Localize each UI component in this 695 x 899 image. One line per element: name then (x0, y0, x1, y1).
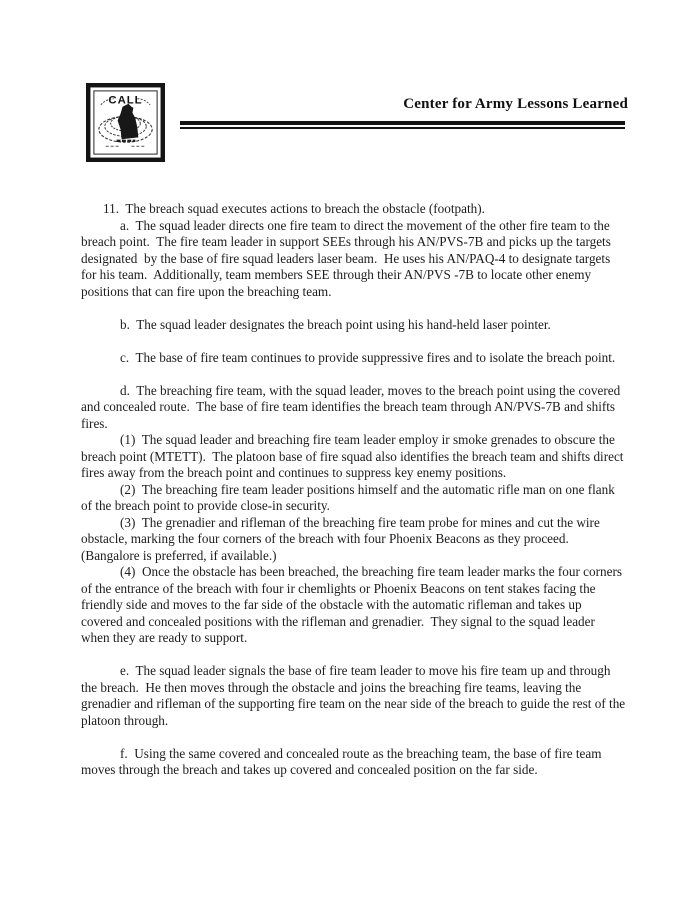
paragraph-d1: (1) The squad leader and breaching fire team leader employ ir smoke grenades to obscure the breach point (MTETT). The platoon base of fire squad also identifies the breach team and shifts direct fires away from the breach point and continues to suppress key enemy positions. (81, 432, 627, 480)
page-title: Center for Army Lessons Learned (403, 96, 628, 112)
paragraph-a: a. The squad leader directs one fire team to direct the movement of the other fire team to the breach point. The fire team leader in support SEEs through his AN/PVS-7B and picks up the targets designated by the base of fire squad leaders laser beam. He uses his AN/PAQ-4 to designate targets for his team. Additionally, team members SEE through their AN/PVS -7B to locate other enemy positions that can fire upon the breaching team. (81, 217, 615, 299)
paragraph-d: d. The breaching fire team, with the squad leader, moves to the breach point using the covered and concealed route. The base of fire team identifies the breach team through AN/PVS-7B and shifts fires. (81, 382, 624, 431)
paragraph-b: b. The squad leader designates the breach point using his hand-held laser pointer. (120, 316, 551, 332)
header-rule (180, 121, 625, 129)
paragraph-d2: (2) The breaching fire team leader positions himself and the automatic rifle man on one flank of the breach point to provide close-in security. (81, 481, 619, 513)
document-body (81, 201, 629, 779)
header-rule-thin-bar (180, 127, 625, 130)
paragraph-f: f. Using the same covered and concealed route as the breaching team, the base of fire team moves through the breach and takes up covered and concealed position on the far side. (81, 745, 605, 777)
paragraph-e: e. The squad leader signals the base of fire team leader to move his fire team up and through the breach. He then moves through the obstacle and joins the breaching fire teams, leaving the grenadier and rifleman of the supporting fire team on the near side of the breach to guide the rest of the platoon through. (81, 663, 629, 728)
paragraph-d3: (3) The grenadier and rifleman of the breaching fire team probe for mines and cut the wire obstacle, marking the four corners of the breach with four Phoenix Beacons as they proceed. (Bangalore is preferred, if available.) (81, 514, 604, 563)
paragraph-11: 11. The breach squad executes actions to breach the obstacle (footpath). (103, 201, 485, 216)
paragraph-c: c. The base of fire team continues to provide suppressive fires and to isolate the breach point. (120, 349, 616, 365)
paragraph-d4: (4) Once the obstacle has been breached, the breaching fire team leader marks the four corners of the entrance of the breach with four ir chemlights or Phoenix Beacons on tent stakes facing the friendly side and moves to the far side of the obstacle with the automatic rifleman and takes up covered and concealed positions with the rifleman and grenadier. They signal to the squad leader when they are ready to support. (81, 564, 626, 645)
logo-call-text: CALL (108, 94, 143, 107)
call-logo-icon (86, 83, 165, 162)
